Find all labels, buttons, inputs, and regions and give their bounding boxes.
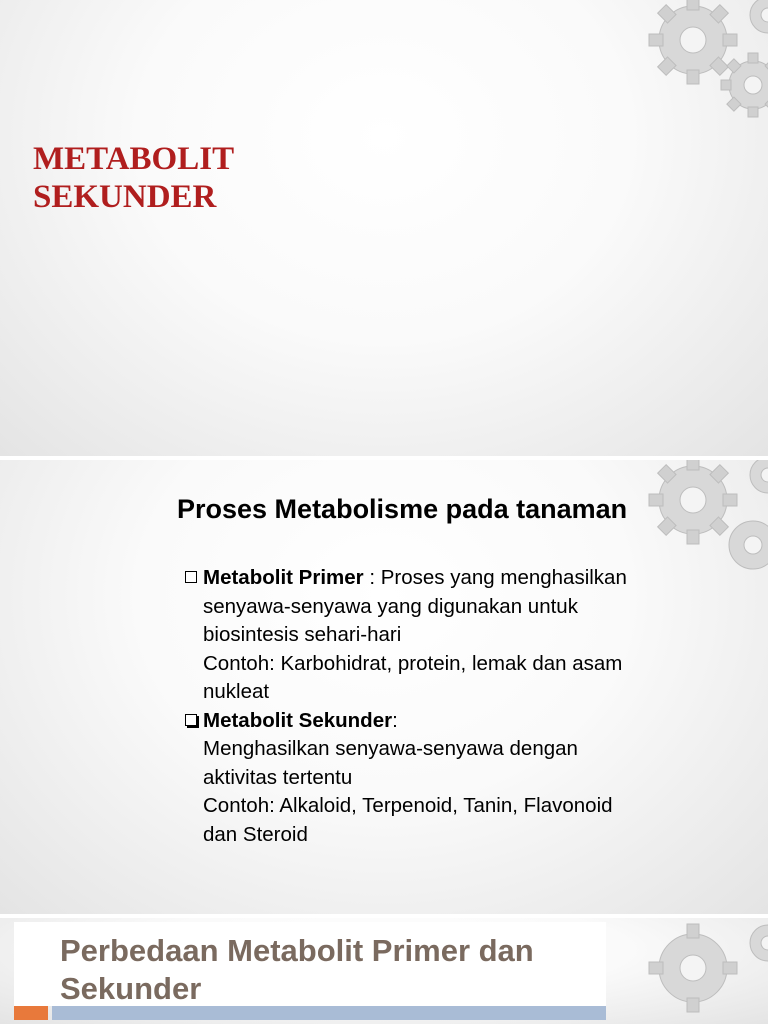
title-line-2: SEKUNDER bbox=[33, 179, 217, 215]
accent-bar-orange bbox=[14, 1006, 48, 1020]
item-line-5: nukleat bbox=[203, 680, 270, 703]
list-item bbox=[183, 707, 703, 850]
item-line-3: aktivitas tertentu bbox=[203, 765, 353, 789]
item-separator: : bbox=[363, 566, 381, 589]
item-line-2: senyawa-senyawa yang digunakan untuk bbox=[203, 594, 578, 618]
item-label: Metabolit Primer bbox=[203, 566, 364, 589]
gears-decoration-icon bbox=[618, 918, 768, 1024]
shadow-square-bullet-icon bbox=[185, 714, 197, 726]
item-line-2: Menghasilkan senyawa-senyawa dengan bbox=[203, 737, 578, 760]
list-item bbox=[183, 564, 703, 707]
item-line-5: dan Steroid bbox=[203, 822, 308, 846]
slide-1 bbox=[0, 0, 768, 456]
item-line-4: Contoh: Alkaloid, Terpenoid, Tanin, Flavonoid bbox=[203, 794, 613, 817]
slide-2 bbox=[0, 460, 768, 914]
bullet-list bbox=[183, 564, 703, 849]
gears-decoration-icon bbox=[618, 0, 768, 130]
title-box bbox=[14, 922, 606, 1006]
square-bullet-icon bbox=[185, 571, 197, 583]
item-line-4: Contoh: Karbohidrat, protein, lemak dan asam bbox=[203, 651, 623, 675]
accent-bar-blue bbox=[52, 1006, 606, 1020]
item-label: Metabolit Sekunder bbox=[203, 708, 393, 732]
slide-3 bbox=[0, 918, 768, 1024]
title-line-1: Perbedaan Metabolit Primer dan bbox=[60, 933, 534, 968]
title-line-1: METABOLIT bbox=[33, 141, 235, 177]
slide-title bbox=[33, 140, 234, 216]
slide-title bbox=[60, 932, 534, 1008]
item-separator: : bbox=[392, 708, 398, 732]
section-heading: Proses Metabolisme pada tanaman bbox=[177, 494, 628, 524]
item-line-3: biosintesis sehari-hari bbox=[203, 623, 402, 646]
item-line-1: Proses yang menghasilkan bbox=[380, 566, 627, 589]
title-line-2: Sekunder bbox=[60, 971, 202, 1006]
